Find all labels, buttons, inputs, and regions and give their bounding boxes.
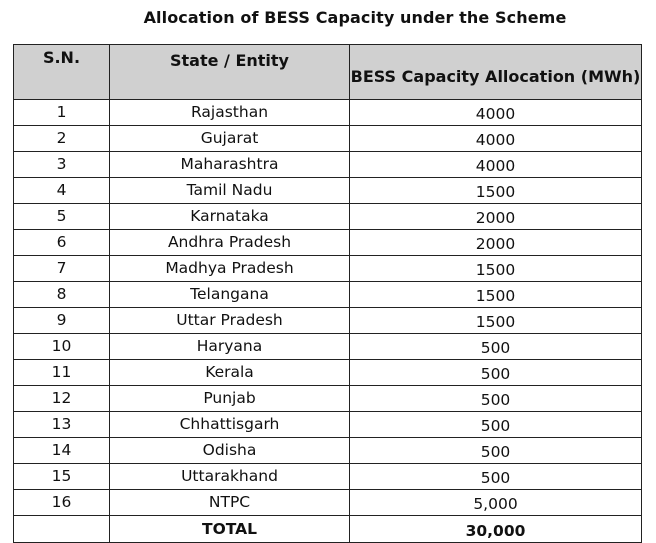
table-row <box>14 360 642 386</box>
sn-cell: 3 <box>14 152 110 178</box>
state-cell: NTPC <box>110 490 350 516</box>
sn-cell: 14 <box>14 438 110 464</box>
capacity-cell: 1500 <box>350 178 642 204</box>
capacity-cell: 500 <box>350 386 642 412</box>
capacity-cell: 500 <box>350 360 642 386</box>
allocation-table <box>13 44 642 543</box>
total-capacity-cell: 30,000 <box>350 516 642 543</box>
table-row <box>14 152 642 178</box>
sn-cell: 16 <box>14 490 110 516</box>
table-row <box>14 100 642 126</box>
table-row <box>14 230 642 256</box>
state-cell: Kerala <box>110 360 350 386</box>
state-cell: Odisha <box>110 438 350 464</box>
capacity-cell: 5,000 <box>350 490 642 516</box>
table-row <box>14 386 642 412</box>
sn-cell: 15 <box>14 464 110 490</box>
table-row <box>14 334 642 360</box>
document-title: Allocation of BESS Capacity under the Scheme <box>143 8 567 27</box>
capacity-cell: 1500 <box>350 308 642 334</box>
state-cell: Gujarat <box>110 126 350 152</box>
sn-cell: 6 <box>14 230 110 256</box>
table-row <box>14 178 642 204</box>
state-cell: Rajasthan <box>110 100 350 126</box>
header-bess-capacity: BESS Capacity Allocation (MWh) <box>350 45 642 100</box>
table-row <box>14 464 642 490</box>
capacity-cell: 500 <box>350 334 642 360</box>
state-cell: Haryana <box>110 334 350 360</box>
table-row <box>14 256 642 282</box>
capacity-cell: 4000 <box>350 126 642 152</box>
table-row <box>14 126 642 152</box>
sn-cell: 4 <box>14 178 110 204</box>
sn-cell: 13 <box>14 412 110 438</box>
state-cell: Madhya Pradesh <box>110 256 350 282</box>
sn-cell: 11 <box>14 360 110 386</box>
header-sn: S.N. <box>14 45 110 100</box>
state-cell: Karnataka <box>110 204 350 230</box>
state-cell: Uttarakhand <box>110 464 350 490</box>
table-row <box>14 412 642 438</box>
capacity-cell: 500 <box>350 464 642 490</box>
sn-cell: 10 <box>14 334 110 360</box>
total-label-cell: TOTAL <box>110 516 350 543</box>
table-row <box>14 282 642 308</box>
table-row <box>14 490 642 516</box>
state-cell: Tamil Nadu <box>110 178 350 204</box>
table-row <box>14 204 642 230</box>
state-cell: Telangana <box>110 282 350 308</box>
sn-cell: 2 <box>14 126 110 152</box>
sn-cell: 1 <box>14 100 110 126</box>
capacity-cell: 500 <box>350 412 642 438</box>
capacity-cell: 500 <box>350 438 642 464</box>
capacity-cell: 4000 <box>350 152 642 178</box>
state-cell: Andhra Pradesh <box>110 230 350 256</box>
capacity-cell: 2000 <box>350 230 642 256</box>
capacity-cell: 1500 <box>350 256 642 282</box>
table-row <box>14 438 642 464</box>
capacity-cell: 4000 <box>350 100 642 126</box>
total-sn-cell <box>14 516 110 543</box>
state-cell: Uttar Pradesh <box>110 308 350 334</box>
sn-cell: 12 <box>14 386 110 412</box>
state-cell: Punjab <box>110 386 350 412</box>
sn-cell: 5 <box>14 204 110 230</box>
sn-cell: 9 <box>14 308 110 334</box>
table-header-row <box>14 45 642 100</box>
state-cell: Chhattisgarh <box>110 412 350 438</box>
capacity-cell: 1500 <box>350 282 642 308</box>
total-row <box>14 516 642 543</box>
sn-cell: 7 <box>14 256 110 282</box>
state-cell: Maharashtra <box>110 152 350 178</box>
capacity-cell: 2000 <box>350 204 642 230</box>
sn-cell: 8 <box>14 282 110 308</box>
table-row <box>14 308 642 334</box>
header-state-entity: State / Entity <box>110 45 350 100</box>
